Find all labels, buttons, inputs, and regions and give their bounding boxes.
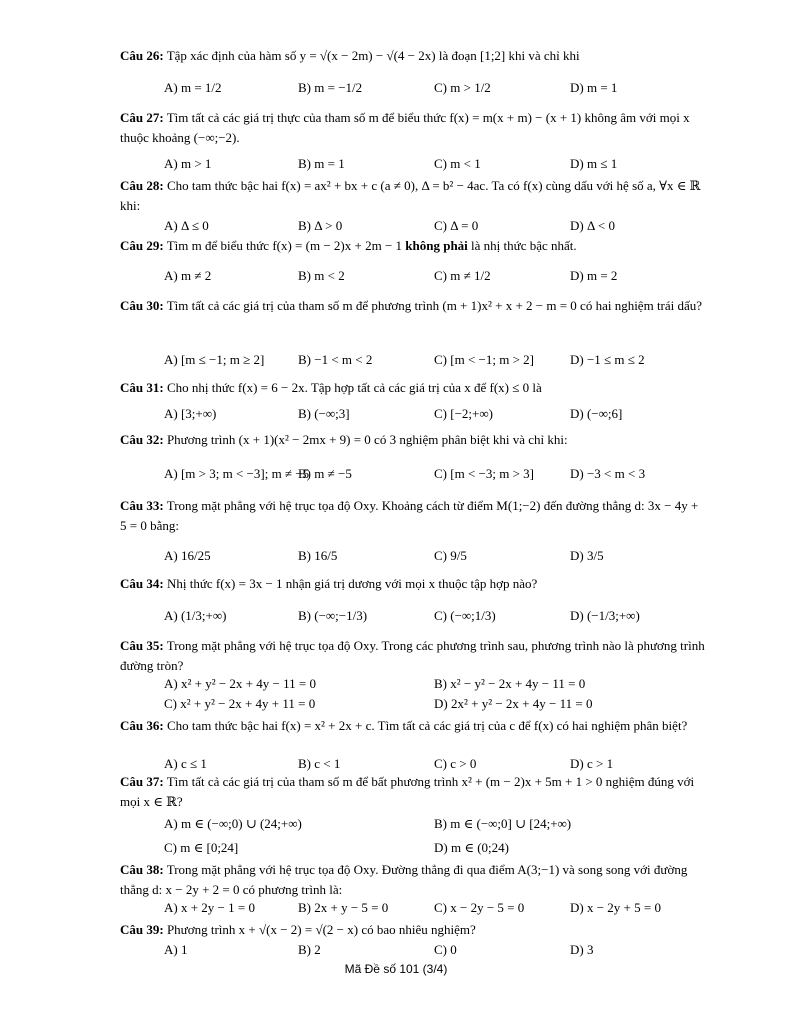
option-a[interactable]: A) x + 2y − 1 = 0 xyxy=(164,900,255,915)
option-c[interactable]: C) m ∈ [0;24] xyxy=(164,840,239,855)
question-label: Câu 39: xyxy=(120,922,164,937)
option-a[interactable]: A) 16/25 xyxy=(164,548,211,563)
option-b[interactable]: B) m = −1/2 xyxy=(298,80,363,95)
option-b[interactable]: B) (−∞;3] xyxy=(298,406,350,421)
option-c[interactable]: C) m ≠ 1/2 xyxy=(434,268,491,283)
option-c[interactable]: C) [m < −1; m > 2] xyxy=(434,352,534,367)
question-32 xyxy=(120,430,708,481)
options-row xyxy=(120,464,708,490)
question-body: Cho tam thức bậc hai f(x) = ax² + bx + c (a ≠ 0), Δ = b² − 4ac. Ta có f(x) cùng dấu với hệ số a, ∀x ∈ ℝ khi: xyxy=(120,178,701,213)
question-text xyxy=(120,176,708,216)
option-b[interactable]: B) 16/5 xyxy=(298,548,338,563)
options-row xyxy=(120,404,708,430)
option-d[interactable]: D) −1 ≤ m ≤ 2 xyxy=(570,352,645,367)
question-34 xyxy=(120,574,708,623)
option-a[interactable]: A) [m > 3; m < −3]; m ≠ −5 xyxy=(164,466,310,481)
question-body: Trong mặt phẳng với hệ trục tọa độ Oxy. Đường thẳng đi qua điểm A(3;−1) và song song với đường thẳng d: x − 2y + 2 = 0 có phương trình là: xyxy=(120,862,688,897)
question-label: Câu 27: xyxy=(120,110,164,125)
question-label: Câu 34: xyxy=(120,576,164,591)
option-a[interactable]: A) Δ ≤ 0 xyxy=(164,218,209,233)
options-row xyxy=(120,546,708,572)
question-31 xyxy=(120,378,708,421)
option-d[interactable]: D) 3/5 xyxy=(570,548,604,563)
option-d[interactable]: D) m = 2 xyxy=(570,268,618,283)
options-row xyxy=(120,266,708,292)
question-body: Trong mặt phẳng với hệ trục tọa độ Oxy. Trong các phương trình sau, phương trình nào là phương trình đường tròn? xyxy=(120,638,705,673)
option-d[interactable]: D) m ∈ (0;24) xyxy=(434,840,509,855)
options-row xyxy=(120,350,708,376)
question-text xyxy=(120,378,708,398)
question-text xyxy=(120,430,708,450)
question-body: Trong mặt phẳng với hệ trục tọa độ Oxy. Khoảng cách từ điểm M(1;−2) đến đường thẳng d: 3x − 4y + 5 = 0 bằng: xyxy=(120,498,699,533)
question-text xyxy=(120,860,708,900)
question-text xyxy=(120,108,708,148)
question-28 xyxy=(120,176,708,233)
question-label: Câu 37: xyxy=(120,774,164,789)
question-label: Câu 33: xyxy=(120,498,164,513)
question-label: Câu 31: xyxy=(120,380,164,395)
option-a[interactable]: A) [3;+∞) xyxy=(164,406,217,421)
question-text xyxy=(120,636,708,676)
option-c[interactable]: C) [m < −3; m > 3] xyxy=(434,466,534,481)
question-text xyxy=(120,716,708,736)
question-39 xyxy=(120,920,708,957)
option-d[interactable]: D) (−1/3;+∞) xyxy=(570,608,640,623)
option-a[interactable]: A) c ≤ 1 xyxy=(164,756,207,771)
option-c[interactable]: C) x − 2y − 5 = 0 xyxy=(434,900,525,915)
question-text xyxy=(120,496,708,536)
option-d[interactable]: D) m = 1 xyxy=(570,80,618,95)
question-body: Tìm tất cả các giá trị của tham số m để bất phương trình x² + (m − 2)x + 5m + 1 > 0 nghiệm đúng với mọi x ∈ ℝ? xyxy=(120,774,695,809)
question-text xyxy=(120,772,708,812)
option-a[interactable]: A) x² + y² − 2x + 4y − 11 = 0 xyxy=(164,676,316,691)
question-29 xyxy=(120,236,708,283)
option-b[interactable]: B) 2x + y − 5 = 0 xyxy=(298,900,389,915)
question-body: Cho tam thức bậc hai f(x) = x² + 2x + c. Tìm tất cả các giá trị của c để f(x) có hai nghiệm phân biệt? xyxy=(166,718,688,733)
question-label: Câu 36: xyxy=(120,718,164,733)
question-body: Nhị thức f(x) = 3x − 1 nhận giá trị dương với mọi x thuộc tập hợp nào? xyxy=(166,576,538,591)
question-label: Câu 38: xyxy=(120,862,164,877)
question-body: Cho nhị thức f(x) = 6 − 2x. Tập hợp tất cả các giá trị của x để f(x) ≤ 0 là xyxy=(166,380,542,395)
option-a[interactable]: A) (1/3;+∞) xyxy=(164,608,227,623)
page-footer: Mã Đề số 101 (3/4) xyxy=(344,962,448,976)
option-b[interactable]: B) m < 2 xyxy=(298,268,345,283)
option-c[interactable]: C) x² + y² − 2x + 4y + 11 = 0 xyxy=(164,696,316,711)
option-b[interactable]: B) x² − y² − 2x + 4y − 11 = 0 xyxy=(434,676,586,691)
options-row xyxy=(120,78,708,104)
question-38 xyxy=(120,860,708,915)
option-d[interactable]: D) Δ < 0 xyxy=(570,218,615,233)
question-label: Câu 26: xyxy=(120,48,164,63)
question-text xyxy=(120,574,708,594)
option-a[interactable]: A) [m ≤ −1; m ≥ 2] xyxy=(164,352,265,367)
question-35 xyxy=(120,636,708,711)
option-d[interactable]: D) (−∞;6] xyxy=(570,406,623,421)
question-26 xyxy=(120,46,708,95)
question-body: Tìm m để biểu thức f(x) = (m − 2)x + 2m − 1 xyxy=(166,238,406,253)
option-c[interactable]: C) c > 0 xyxy=(434,756,477,771)
option-c[interactable]: C) 0 xyxy=(434,942,457,957)
question-body: Tìm tất cả các giá trị của tham số m để phương trình (m + 1)x² + x + 2 − m = 0 có hai nghiệm trái dấu? xyxy=(166,298,703,313)
option-b[interactable]: B) m ≠ −5 xyxy=(298,466,352,481)
question-label: Câu 29: xyxy=(120,238,164,253)
option-a[interactable]: A) m ≠ 2 xyxy=(164,268,212,283)
question-body-end: là nhị thức bậc nhất. xyxy=(467,238,577,253)
option-a[interactable]: A) m ∈ (−∞;0) ∪ (24;+∞) xyxy=(164,816,302,831)
question-text xyxy=(120,46,708,66)
option-a[interactable]: A) 1 xyxy=(164,942,188,957)
option-d[interactable]: D) −3 < m < 3 xyxy=(570,466,646,481)
question-text xyxy=(120,296,708,316)
question-label: Câu 35: xyxy=(120,638,164,653)
question-27 xyxy=(120,108,708,171)
option-b[interactable]: B) 2 xyxy=(298,942,321,957)
question-36 xyxy=(120,716,708,771)
question-text xyxy=(120,236,708,256)
option-c[interactable]: C) 9/5 xyxy=(434,548,467,563)
option-c[interactable]: C) m > 1/2 xyxy=(434,80,491,95)
question-30 xyxy=(120,296,708,367)
option-b[interactable]: B) c < 1 xyxy=(298,756,341,771)
option-c[interactable]: C) [−2;+∞) xyxy=(434,406,493,421)
option-b[interactable]: B) (−∞;−1/3) xyxy=(298,608,368,623)
options-row xyxy=(120,606,708,632)
option-a[interactable]: A) m > 1 xyxy=(164,156,212,171)
option-c[interactable]: C) m < 1 xyxy=(434,156,481,171)
question-emphasis: không phải xyxy=(405,238,468,253)
question-body: Phương trình (x + 1)(x² − 2mx + 9) = 0 có 3 nghiệm phân biệt khi và chỉ khi: xyxy=(166,432,568,447)
option-b[interactable]: B) m ∈ (−∞;0] ∪ [24;+∞) xyxy=(434,816,572,831)
option-c[interactable]: C) (−∞;1/3) xyxy=(434,608,496,623)
options-row xyxy=(120,814,708,840)
question-text xyxy=(120,920,708,940)
question-body: Phương trình x + √(x − 2) = √(2 − x) có bao nhiêu nghiệm? xyxy=(166,922,476,937)
question-label: Câu 32: xyxy=(120,432,164,447)
option-d[interactable]: D) 2x² + y² − 2x + 4y − 11 = 0 xyxy=(434,696,593,711)
question-label: Câu 28: xyxy=(120,178,164,193)
question-37 xyxy=(120,772,708,855)
option-b[interactable]: B) Δ > 0 xyxy=(298,218,343,233)
question-body: Tìm tất cả các giá trị thực của tham số m để biểu thức f(x) = m(x + m) − (x + 1) không âm với mọi x thuộc khoảng (−∞;−2). xyxy=(120,110,690,145)
question-label: Câu 30: xyxy=(120,298,164,313)
option-b[interactable]: B) m = 1 xyxy=(298,156,345,171)
question-33 xyxy=(120,496,708,563)
option-d[interactable]: D) c > 1 xyxy=(570,756,614,771)
question-body: Tập xác định của hàm số y = √(x − 2m) − √(4 − 2x) là đoạn [1;2] khi và chỉ khi xyxy=(166,48,580,63)
option-d[interactable]: D) m ≤ 1 xyxy=(570,156,618,171)
option-d[interactable]: D) 3 xyxy=(570,942,594,957)
option-b[interactable]: B) −1 < m < 2 xyxy=(298,352,373,367)
option-c[interactable]: C) Δ = 0 xyxy=(434,218,479,233)
option-a[interactable]: A) m = 1/2 xyxy=(164,80,222,95)
option-d[interactable]: D) x − 2y + 5 = 0 xyxy=(570,900,661,915)
